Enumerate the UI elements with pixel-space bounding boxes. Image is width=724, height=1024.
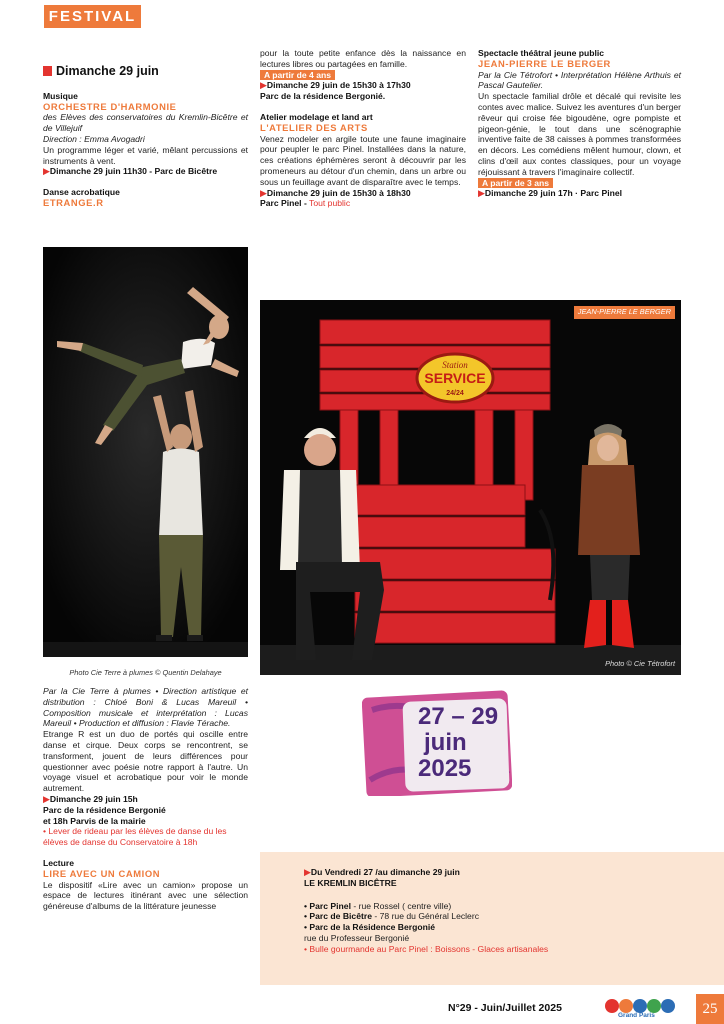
info-content (304, 867, 704, 955)
event-credits: Par la Cie Tétrofort • Interprétation Hélène Arthuis et Pascal Gautelier. (478, 69, 681, 91)
photo-credit: Photo Cie Terre à plumes © Quentin Delahaye (69, 668, 222, 677)
badge-line-1: 27 – 29 (418, 703, 499, 730)
event-description: Un spectacle familial drôle et décalé qui revisite les contes avec malice. Suivez les aventures d'un berger rêveur qui croise fée bigoudène, ogre pompiste et pigeon-génie, le tout dans une scénographie inventive faite de 38 caisses à pommes transformées en décors. Les comédiens mêlent humour, clown, et clins d'œil aux contes classiques, pour un voyage réjouissant à travers l'imaginaire collectif. (478, 91, 681, 177)
triangle-icon: ▶ (478, 188, 485, 199)
event-when (43, 166, 248, 177)
sign-text-top: Station (442, 360, 468, 370)
date-badge (362, 690, 512, 796)
info-buvette: • Bulle gourmande au Parc Pinel : Boissons - Glaces artisanales (304, 943, 549, 954)
event-category: Danse acrobatique (43, 187, 120, 198)
dance-photo (43, 247, 248, 657)
red-square-icon (43, 66, 52, 76)
info-place-3-address: rue du Professeur Bergonié (304, 932, 410, 943)
age-badge: A partir de 4 ans (260, 70, 335, 81)
info-place-3: • Parc de la Résidence Bergonié (304, 922, 436, 933)
acrobats-illustration (43, 247, 248, 657)
stage-illustration (260, 300, 681, 675)
event-when-text: Dimanche 29 juin 15h (49, 793, 138, 804)
event-category: Spectacle théâtral jeune public (478, 48, 605, 58)
section-tag: FESTIVAL (44, 5, 141, 28)
event-when-text: Dimanche 29 juin de 15h30 à 17h30 (266, 80, 411, 91)
event-category: Musique (43, 90, 78, 101)
event-title: L'ATELIER DES ARTS (260, 121, 368, 133)
event-note: • Lever de rideau par les élèves de danse du les élèves de danse du Conservatoire à 18h (43, 826, 227, 848)
text-continuation: pour la toute petite enfance dès la naissance en lectures libres ou partagées en famille. (260, 48, 466, 69)
badge-line-3: 2025 (418, 755, 472, 782)
event-category: Atelier modelage et land art (260, 111, 373, 122)
event-audience: Tout public (309, 198, 351, 209)
place-name: • Parc Pinel (304, 900, 351, 911)
info-dates (304, 867, 704, 878)
magazine-logo (604, 997, 678, 1021)
badge-line-2: juin (424, 729, 467, 756)
info-dates-text: Du Vendredi 27 /au dimanche 29 juin (310, 867, 460, 877)
event-where (260, 198, 466, 209)
event-where: Parc de la résidence Bergonié (43, 804, 166, 815)
logo-text: Grand Paris (618, 1012, 655, 1019)
event-where: Parc de la résidence Bergonié. (260, 91, 386, 102)
triangle-icon: ▶ (260, 80, 267, 91)
event-description: Venez modeler en argile toute une faune imaginaire pour peupler le parc Pinel. Installées dans la nature, ces créations éphémères seront à découvrir par les promeneurs au détour d'un chemin, dans un arbre ou sous un feuillage avant de disparaître avec le temps. (260, 133, 466, 187)
triangle-icon: ▶ (43, 793, 50, 804)
place-address: - rue Rossel ( centre ville) (350, 900, 452, 911)
column-1 (43, 66, 248, 209)
event-title: ETRANGE.R (43, 196, 104, 208)
event-description: Etrange R est un duo de portés qui oscille entre danse et cirque. Deux corps se rencontrent, se transforment, jouent de leurs différences pour questionner avec poésie notre rapport à l'autre. Un voyage visuel et acrobatique pour voir le monde autrement. (43, 729, 248, 794)
photo-credit: Photo © Cie Tétrofort (605, 659, 675, 669)
event-credits: Par la Cie Terre à plumes • Direction artistique et distribution : Chloé Boni & Lucas Mareuil • Composition musicale et interprétation : Lucas Mareuil • Production et diffusion : Flavie Térache. (43, 686, 248, 729)
triangle-icon: ▶ (260, 187, 267, 198)
event-direction: Direction : Emma Avogadri (43, 133, 145, 144)
event-category: Lecture (43, 857, 75, 868)
event-when (43, 794, 248, 805)
sign-text-bottom: 24/24 (446, 390, 464, 397)
page-number: 25 (696, 994, 724, 1024)
date-heading-text: Dimanche 29 juin (56, 64, 159, 78)
triangle-icon: ▶ (43, 166, 50, 177)
column-1-lower (43, 686, 248, 912)
triangle-icon: ▶ (304, 867, 311, 877)
issue-number: N°29 - Juin/Juillet 2025 (448, 1002, 562, 1014)
column-2 (260, 48, 466, 209)
date-heading (43, 66, 248, 77)
info-city: LE KREMLIN BICÊTRE (304, 877, 397, 888)
place-address: - 78 rue du Général Leclerc (371, 911, 479, 922)
event-when-text: Dimanche 29 juin 17h · Parc Pinel (484, 188, 622, 199)
event-when (478, 188, 681, 199)
place-name: • Parc de Bicêtre (304, 911, 372, 922)
event-when (260, 80, 466, 91)
info-place-1 (304, 901, 704, 912)
photo-label: JEAN-PIERRE LE BERGER (574, 306, 675, 319)
info-place-2 (304, 911, 704, 922)
event-description: Le dispositif «Lire avec un camion» propose un espace de lectures itinérant avec une sélection généreuse d'albums de la littérature jeunesse (43, 879, 248, 912)
info-box (260, 852, 724, 985)
event-when-text: Dimanche 29 juin de 15h30 à 18h30 (266, 187, 411, 198)
sign-text-mid: SERVICE (424, 370, 486, 386)
event-title: LIRE AVEC UN CAMION (43, 867, 161, 879)
event-where-2: et 18h Parvis de la mairie (43, 815, 146, 826)
event-where-text: Parc Pinel - (260, 198, 307, 209)
age-badge: A partir de 3 ans (478, 178, 553, 189)
event-title: ORCHESTRE D'HARMONIE (43, 100, 177, 112)
event-subtitle: des Elèves des conservatoires du Kremlin-Bicêtre et de Villejuif (43, 112, 248, 134)
event-when (260, 188, 466, 199)
column-3 (478, 48, 681, 199)
event-when-text: Dimanche 29 juin 11h30 - Parc de Bicêtre (49, 166, 218, 177)
event-description: Un programme léger et varié, mêlant percussions et instruments à vent. (43, 144, 248, 166)
theatre-photo (260, 300, 681, 675)
event-title: JEAN-PIERRE LE BERGER (478, 57, 611, 69)
